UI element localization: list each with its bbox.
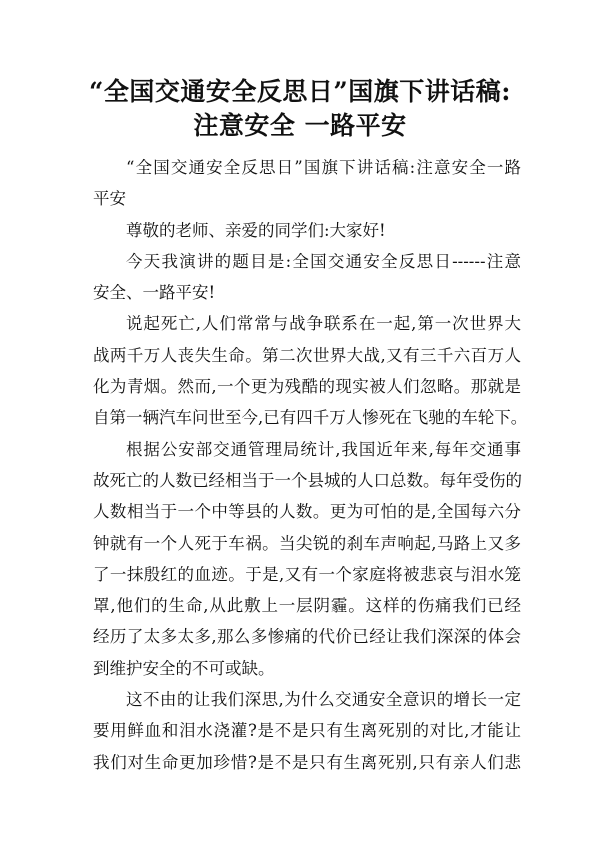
paragraph [93, 152, 521, 215]
text-line: 到维护安全的不可或缺。 [93, 658, 275, 678]
text-line: “全国交通安全反思日”国旗下讲话稿:注意安全一路 [126, 158, 521, 177]
text-line: 尊敬的老师、亲爱的同学们:大家好! [126, 220, 386, 240]
text-line: 这不由的让我们深思,为什么交通安全意识的增长一定 [126, 690, 521, 710]
text-line: 我们对生命更加珍惜?是不是只有生离死别,只有亲人们悲 [93, 752, 521, 772]
text-line: 说起死亡,人们常常与战争联系在一起,第一次世界大 [126, 314, 521, 334]
text-line: 今天我演讲的题目是:全国交通安全反思日------注意 [126, 251, 521, 271]
text-line: 根据公安部交通管理局统计,我国近年来,每年交通事 [126, 439, 521, 459]
text-line: 要用鲜血和泪水浇灌?是不是只有生离死别的对比,才能让 [93, 721, 521, 741]
text-line: 人数相当于一个中等县的人数。更为可怕的是,全国每六分 [93, 502, 521, 522]
text-line: 钟就有一个人死于车祸。当尖锐的刹车声响起,马路上又多 [93, 533, 521, 553]
paragraph [93, 434, 521, 684]
text-line: 平安 [93, 189, 126, 209]
text-line: 自第一辆汽车问世至今,已有四千万人惨死在飞驰的车轮下。 [93, 408, 528, 428]
text-line: 罩,他们的生命,从此敷上一层阴霾。这样的伤痛我们已经 [93, 596, 521, 616]
text-line: 了一抹殷红的血迹。于是,又有一个家庭将被悲哀与泪水笼 [93, 564, 521, 584]
document-title-line-1: “全国交通安全反思日”国旗下讲话稿: [89, 77, 511, 106]
text-line: 化为青烟。然而,一个更为残酷的现实被人们忽略。那就是 [93, 377, 521, 397]
text-line: 故死亡的人数已经相当于一个县城的人口总数。每年受伤的 [93, 470, 522, 490]
paragraph [93, 684, 521, 778]
text-line: 安全、一路平安! [93, 283, 216, 303]
paragraph [93, 246, 521, 309]
paragraph [93, 215, 521, 246]
document-body [93, 152, 528, 778]
document-title-line-2: 注意安全 一路平安 [193, 111, 407, 140]
paragraph [93, 308, 528, 433]
text-line: 经历了太多太多,那么多惨痛的代价已经让我们深深的体会 [93, 627, 521, 647]
text-line: 战两千万人丧失生命。第二次世界大战,又有三千六百万人 [93, 345, 521, 365]
